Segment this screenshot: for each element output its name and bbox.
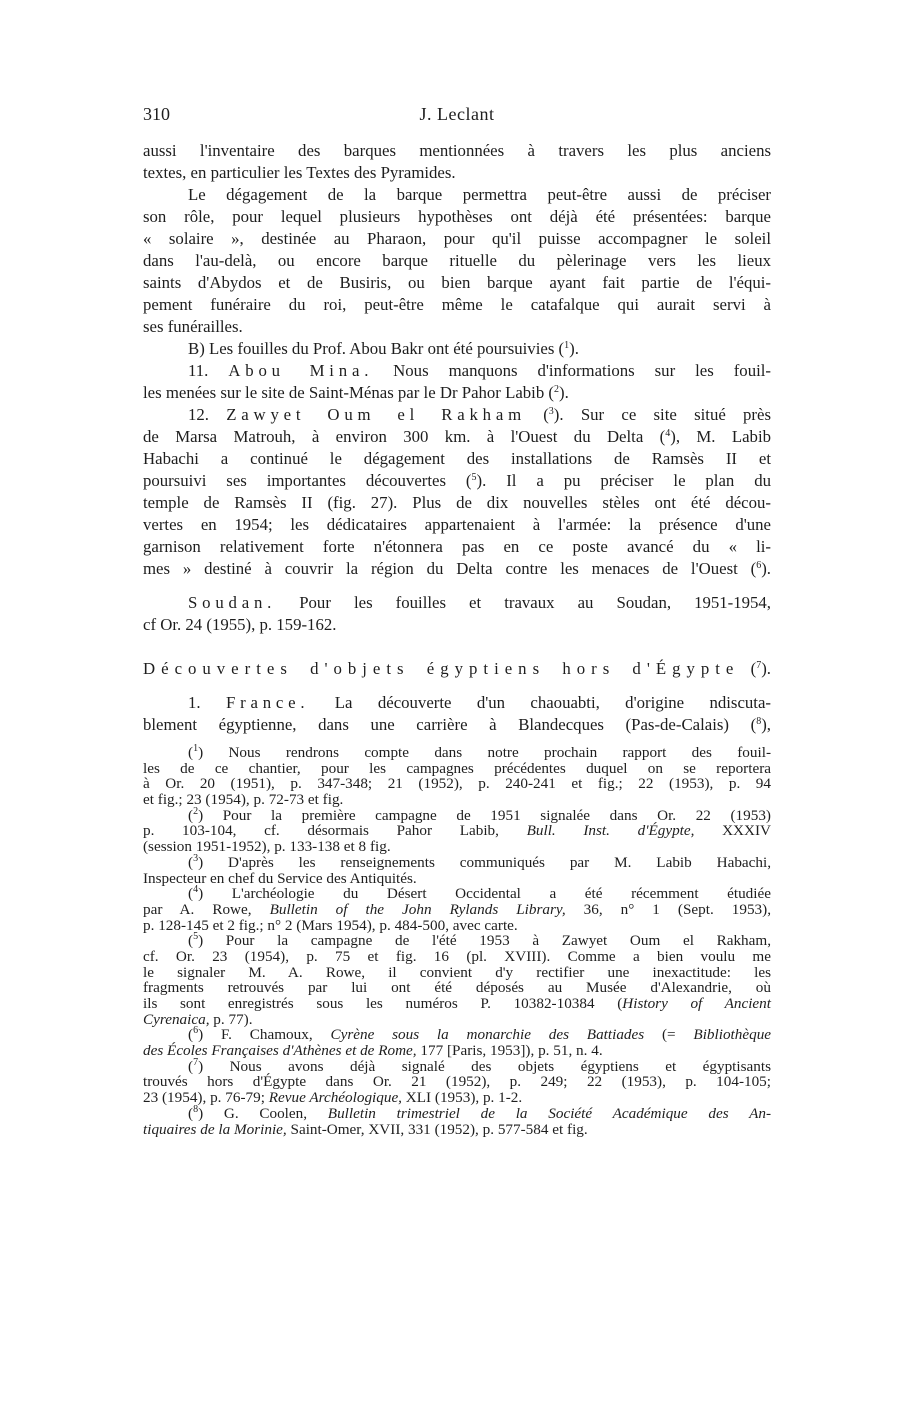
body-line: cf Or. 24 (1955), p. 159-162. xyxy=(143,615,337,634)
spacer xyxy=(143,680,771,692)
page-number: 310 xyxy=(143,104,170,124)
body-line: B) Les fouilles du Prof. Abou Bakr ont été poursuivies ($^1$). xyxy=(188,339,579,358)
footnote-line xyxy=(143,823,771,839)
journal-title: Bulletin of the John Rylands Library, xyxy=(269,900,566,918)
body-text xyxy=(143,140,771,736)
footnote-line: ($^5$) Pour la campagne de l'été 1953 à Zawyet Oum el Rakham, xyxy=(188,931,771,950)
section-title: Zawyet Oum el Rakham xyxy=(226,405,526,424)
section-number: 11. xyxy=(188,361,209,380)
body-line: son rôle, pour lequel plusieurs hypothèses ont déjà été présentées: barque xyxy=(143,207,771,226)
body-line xyxy=(143,404,771,426)
body-line: saints d'Abydos et de Busiris, ou bien barque ayant fait partie de l'équi- xyxy=(143,273,771,292)
footnote-line: cf. Or. 23 (1954), p. 75 et fig. 16 (pl. XVIII). Comme a bien voulu me xyxy=(143,947,771,965)
body-line xyxy=(143,592,771,614)
body-line: ses funérailles. xyxy=(143,317,243,336)
running-title: J. Leclant xyxy=(419,104,495,124)
body-line: les menées sur le site de Saint-Ménas par le Dr Pahor Labib ($^2$). xyxy=(143,383,569,402)
section-title: France. xyxy=(225,693,310,712)
footnote-line xyxy=(143,1043,771,1059)
series-title: des Écoles Françaises d'Athènes et de Rome, xyxy=(143,1042,417,1060)
footnote-ref: 6 xyxy=(756,560,762,571)
section-text: ). Sur ce site situé près xyxy=(553,405,771,424)
footnote-mark: 3 xyxy=(193,852,199,864)
body-line: dans l'au-delà, ou encore barque rituelle du pèlerinage vers les lieux xyxy=(143,251,771,270)
footnote-text: G. Coolen, xyxy=(223,1104,308,1122)
footnote-text: Saint-Omer, XVII, 331 (1952), p. 577-584 et fig. xyxy=(290,1120,588,1138)
footnote-mark: 2 xyxy=(193,805,199,817)
footnote-text: D'après les renseignements communiqués par M. Labib Habachi, xyxy=(228,853,772,871)
footnote-mark: 7 xyxy=(193,1056,199,1068)
footnote-ref: 8 xyxy=(756,716,762,727)
footnote-line: ($^1$) Nous rendrons compte dans notre prochain rapport des fouil- xyxy=(188,743,771,761)
footnote-text: Nous rendrons compte dans notre prochain rapport des fouil- xyxy=(228,744,771,761)
body-line xyxy=(143,692,771,714)
section-text: ). Il a pu préciser le plan du xyxy=(476,471,772,490)
footnote-line: Inspecteur en chef du Service des Antiquités. xyxy=(143,869,417,887)
footnote-line: fragments retrouvés par lui ont été déposés au Musée d'Alexandrie, où xyxy=(143,979,771,997)
section-number: 12. xyxy=(188,405,209,424)
footnote-ref: 4 xyxy=(665,428,671,439)
footnote-ref: 2 xyxy=(554,384,560,395)
section-text: Pour les fouilles et travaux au Soudan, 1951-1954, xyxy=(299,593,771,612)
journal-title: Bull. Inst. d'Égypte, xyxy=(526,822,695,840)
body-line: « solaire », destinée au Pharaon, pour qu'il puisse accompagner le soleil xyxy=(143,229,771,248)
book-title: Cyrenaica, xyxy=(143,1010,210,1028)
series-title: Bibliothèque xyxy=(693,1026,772,1044)
journal-title: Bulletin trimestriel de la Société Académique des An- xyxy=(327,1104,772,1122)
section-text: La découverte d'un chaouabti, d'origine ndiscuta- xyxy=(334,693,771,712)
footnote-line: (session 1951-1952), p. 133-138 et 8 fig. xyxy=(143,838,391,856)
footnotes xyxy=(143,745,771,1137)
footnote-ref: 3 xyxy=(548,406,554,417)
footnote-line: ($^8$) G. Coolen, Bulletin trimestriel de la Société Académique des An- xyxy=(188,1103,772,1122)
footnote-line: ($^7$) Nous avons déjà signalé des objets égyptiens et égyptisants xyxy=(188,1056,772,1075)
section-text: de Marsa Matrouh, à environ 300 km. à l'Ouest du Delta ( xyxy=(143,427,666,446)
body-line: textes, en particulier les Textes des Pyramides. xyxy=(143,163,456,182)
section-text: Nous manquons d'informations sur les fouil- xyxy=(393,361,771,380)
body-line: pement funéraire du roi, peut-être même le catafalque qui aurait servi à xyxy=(143,295,771,314)
footnote-line: ($^6$) F. Chamoux, Cyrène sous la monarchie des Battiades (= Bibliothèque xyxy=(188,1025,772,1044)
footnote-text: (= xyxy=(661,1026,676,1044)
footnote-line: ($^3$) D'après les renseignements communiqués par M. Labib Habachi, xyxy=(188,852,772,871)
heading-text: Découvertes d'objets égyptiens hors d'Égypte xyxy=(143,659,740,678)
body-line: garnison relativement forte n'étonnera pas en ce poste avancé du « li- xyxy=(143,537,771,556)
footnote-line xyxy=(143,996,771,1012)
footnote-line: et fig.; 23 (1954), p. 72-73 et fig. xyxy=(143,791,344,809)
body-line xyxy=(143,360,771,382)
book-title: Cyrène sous la monarchie des Battiades xyxy=(330,1026,645,1044)
body-line: blement égyptienne, dans une carrière à Blandecques (Pas-de-Calais) ($^8$), xyxy=(143,715,771,734)
paragraph-b-text: B) Les fouilles du Prof. Abou Bakr ont été poursuivies ( xyxy=(188,339,565,358)
footnote-text: par A. Rowe, xyxy=(143,900,252,918)
section-text: ), M. Labib xyxy=(670,427,771,446)
footnote-text: F. Chamoux, xyxy=(220,1026,313,1044)
footnote-line: le signaler M. A. Rowe, il convient d'y rectifier une inexactitude: les xyxy=(143,963,771,981)
footnote-text: Pour la première campagne de 1951 signalée dans Or. 22 (1953) xyxy=(222,806,771,824)
footnote-line xyxy=(143,1122,771,1138)
section-title: Abou Mina. xyxy=(228,361,374,380)
section-text: blement égyptienne, dans une carrière à Blandecques (Pas-de-Calais) ( xyxy=(143,715,757,734)
footnote-mark: 1 xyxy=(193,743,199,754)
body-line: mes » destiné à couvrir la région du Delta contre les menaces de l'Ouest ($^6$). xyxy=(143,559,771,578)
paren: ( xyxy=(543,405,549,424)
journal-title: Revue Archéologique, xyxy=(268,1089,402,1107)
spacer xyxy=(143,636,771,658)
footnote-text: 177 [Paris, 1953]), p. 51, n. 4. xyxy=(420,1042,603,1060)
footnote-line: trouvés hors d'Égypte dans Or. 21 (1952), p. 249; 22 (1953), p. 104-105; xyxy=(143,1073,771,1091)
body-line xyxy=(143,470,771,492)
journal-title: tiquaires de la Morinie, xyxy=(143,1120,287,1138)
section-number: 1. xyxy=(188,693,201,712)
footnote-mark: 5 xyxy=(193,931,199,943)
body-line: vertes en 1954; les dédicataires appartenaient à l'armée: la présence d'une xyxy=(143,515,771,534)
book-title: History of Ancient xyxy=(622,995,771,1012)
body-line: Habachi a continué le dégagement des installations de Ramsès II et xyxy=(143,449,771,468)
section-heading: Découvertes d'objets égyptiens hors d'Égypte ($^7$). xyxy=(143,659,771,678)
footnote-ref: 1 xyxy=(564,340,570,351)
footnote-ref: 7 xyxy=(756,660,762,671)
footnote-line xyxy=(143,1090,771,1106)
running-head xyxy=(143,104,771,128)
footnote-text: 36, n° 1 (Sept. 1953), xyxy=(583,900,771,918)
footnote-text: Nous avons déjà signalé des objets égyptiens et égyptisants xyxy=(229,1057,772,1075)
footnote-line: à Or. 20 (1951), p. 347-348; 21 (1952), p. 240-241 et fig.; 22 (1953), p. 94 xyxy=(143,775,771,793)
footnote-line: ($^2$) Pour la première campagne de 1951 signalée dans Or. 22 (1953) xyxy=(188,805,771,824)
footnote-line: p. 128-145 et 2 fig.; n° 2 (Mars 1954), p. 484-500, avec carte. xyxy=(143,916,518,934)
body-line xyxy=(143,426,771,448)
footnote-text: XXXIV xyxy=(722,822,772,840)
footnote-text: Pour la campagne de l'été 1953 à Zawyet Oum el Rakham, xyxy=(225,932,771,950)
footnote-line: les de ce chantier, pour les campagnes précédentes duquel on se reportera xyxy=(143,759,771,777)
footnote-text: 23 (1954), p. 76-79; xyxy=(143,1089,265,1107)
footnote-mark: 4 xyxy=(193,884,199,896)
footnote-text: L'archéologie du Désert Occidental a été récemment étudiée xyxy=(231,885,771,903)
spacer xyxy=(143,580,771,592)
section-text: mes » destiné à couvrir la région du Delta contre les menaces de l'Ouest ( xyxy=(143,559,757,578)
footnote-mark: 6 xyxy=(193,1025,199,1037)
body-line: aussi l'inventaire des barques mentionnées à travers les plus anciens xyxy=(143,141,771,160)
footnote-text: ils sont enregistrés sous les numéros P. 10382-10384 ( xyxy=(143,995,623,1012)
footnote-line: ($^4$) L'archéologie du Désert Occidental a été récemment étudiée xyxy=(188,884,771,903)
section-text: les menées sur le site de Saint-Ménas par le Dr Pahor Labib ( xyxy=(143,383,555,402)
footnote-text: p. 77). xyxy=(213,1010,253,1028)
footnote-text: p. 103-104, cf. désormais Pahor Labib, xyxy=(143,822,499,840)
body-line: Le dégagement de la barque permettra peut-être aussi de préciser xyxy=(188,185,771,204)
footnote-text: XLI (1953), p. 1-2. xyxy=(405,1089,523,1107)
body-line: temple de Ramsès II (fig. 27). Plus de dix nouvelles stèles ont été décou- xyxy=(143,493,771,512)
section-text: poursuivi ses importantes découvertes ( xyxy=(143,471,472,490)
footnote-ref: 5 xyxy=(471,472,477,483)
footnote-line xyxy=(143,902,771,918)
footnote-mark: 8 xyxy=(193,1103,199,1115)
section-title: Soudan. xyxy=(188,593,277,612)
